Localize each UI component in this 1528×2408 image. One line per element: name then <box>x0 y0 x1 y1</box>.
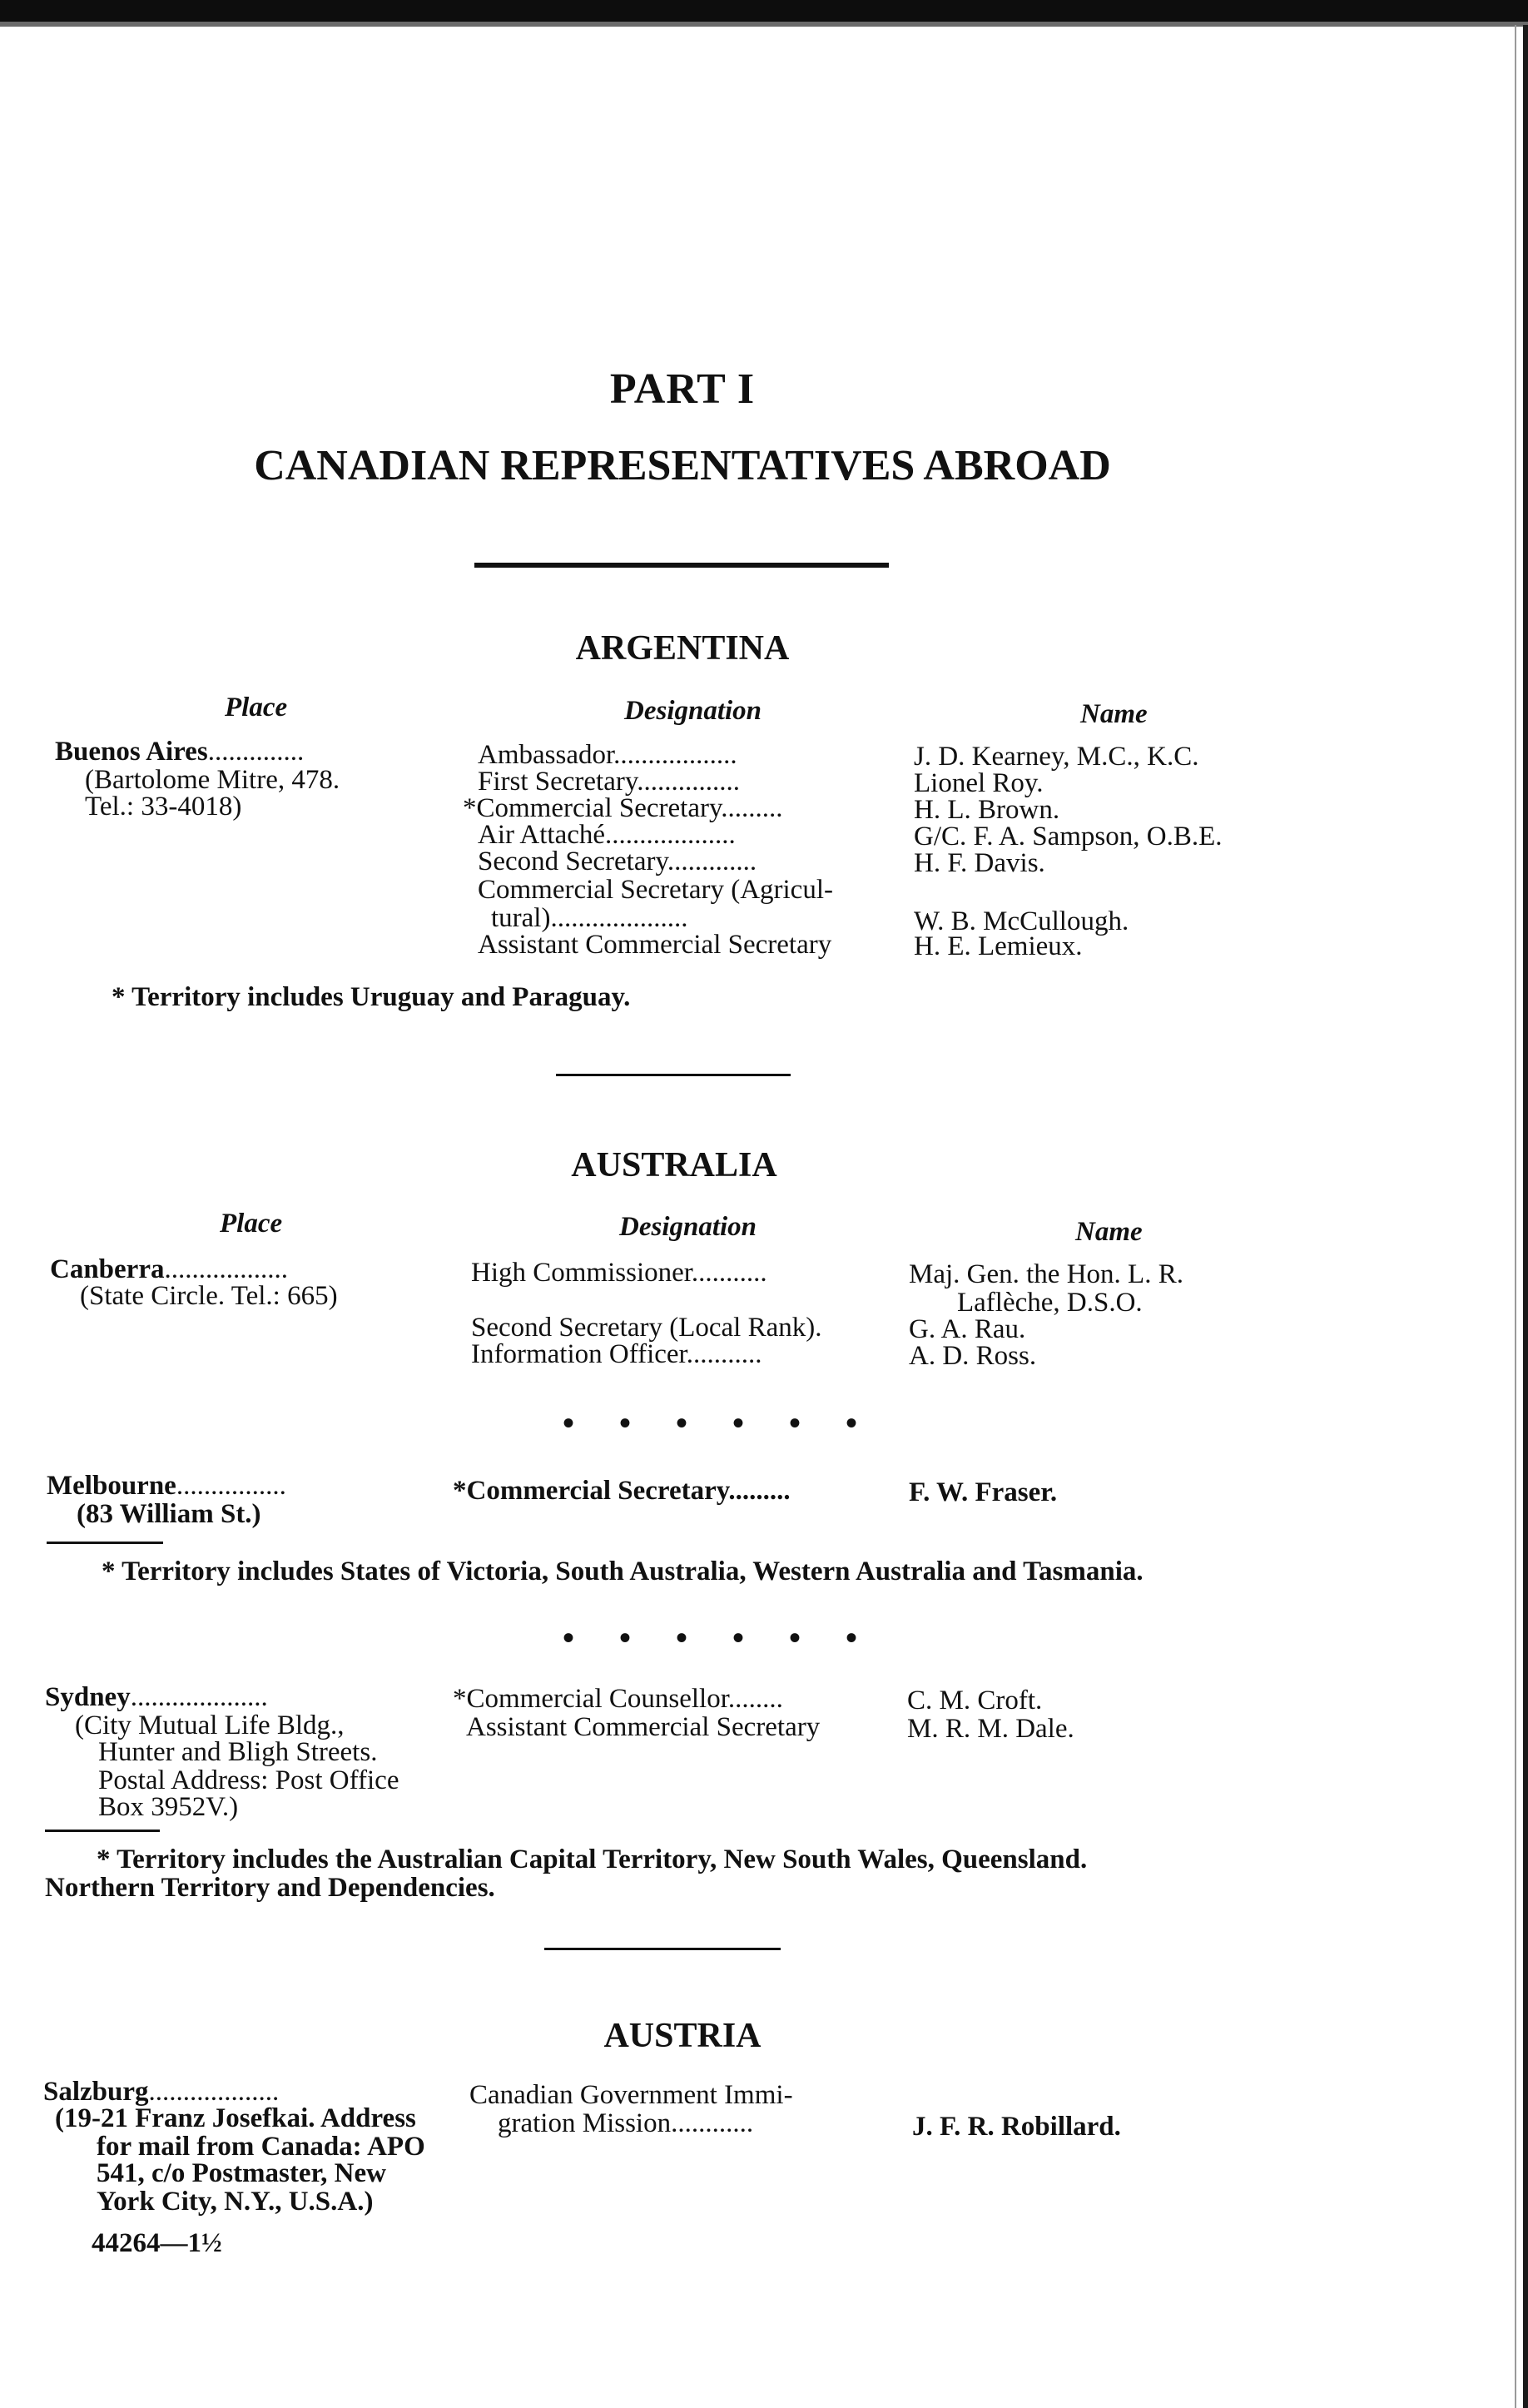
footnote-rule <box>45 1830 160 1832</box>
country-heading-australia: AUSTRALIA <box>571 1146 777 1184</box>
section-rule <box>544 1948 781 1950</box>
place-canberra <box>50 1255 288 1283</box>
designation-second-secretary: Second Secretary............. <box>478 847 757 876</box>
name-information-officer: A. D. Ross. <box>909 1341 1037 1371</box>
designation-commercial-secretary-agricultural: Commercial Secretary (Agricul- <box>478 875 833 905</box>
section-separator-dots: • • • • • • <box>563 1404 876 1442</box>
designation-information-officer: Information Officer........... <box>471 1339 762 1369</box>
place-address-line: (City Mutual Life Bldg., <box>75 1710 345 1740</box>
name-high-commissioner: Maj. Gen. the Hon. L. R. <box>909 1259 1183 1289</box>
print-code: 44264—1½ <box>92 2228 222 2258</box>
designation-ambassador: Ambassador.................. <box>478 740 737 770</box>
scan-top-border-shadow <box>0 22 1528 27</box>
place-address-line: Hunter and Bligh Streets. <box>98 1737 378 1767</box>
name-assistant-commercial-secretary: M. R. M. Dale. <box>907 1714 1074 1744</box>
place-address-line: 541, c/o Postmaster, New <box>97 2158 386 2188</box>
name-second-secretary: G. A. Rau. <box>909 1314 1026 1344</box>
name-assistant-commercial-secretary: H. E. Lemieux. <box>914 931 1083 961</box>
name-air-attache: G/C. F. A. Sampson, O.B.E. <box>914 822 1223 851</box>
footnote-rule <box>47 1542 163 1544</box>
designation-commercial-secretary: *Commercial Secretary......... <box>463 793 783 823</box>
leader-dots: ................ <box>176 1471 286 1501</box>
footnote-sydney-line1: * Territory includes the Australian Capital Territory, New South Wales, Queensland. <box>97 1844 1088 1874</box>
designation-commercial-secretary: *Commercial Secretary......... <box>453 1476 791 1506</box>
scan-right-edge <box>1523 25 1528 2408</box>
designation-immigration-mission-cont: gration Mission............ <box>498 2108 754 2138</box>
place-address-line: Box 3952V.) <box>98 1792 239 1822</box>
place-address-line: York City, N.Y., U.S.A.) <box>97 2187 374 2217</box>
column-header-place: Place <box>225 693 288 722</box>
designation-high-commissioner: High Commissioner........... <box>471 1258 767 1288</box>
name-commercial-counsellor: C. M. Croft. <box>907 1686 1043 1715</box>
name-high-commissioner-cont: Laflèche, D.S.O. <box>957 1288 1143 1318</box>
place-address: (83 William St.) <box>77 1499 261 1529</box>
designation-assistant-commercial-secretary: Assistant Commercial Secretary <box>466 1712 821 1742</box>
column-header-name: Name <box>1080 699 1148 729</box>
scan-right-edge-line <box>1515 25 1516 2408</box>
name-second-secretary: H. F. Davis. <box>914 848 1045 878</box>
column-header-name: Name <box>1075 1217 1143 1247</box>
scan-top-border <box>0 0 1528 22</box>
country-heading-austria: AUSTRIA <box>603 2017 762 2055</box>
country-heading-argentina: ARGENTINA <box>575 629 790 668</box>
place-salzburg <box>43 2078 279 2106</box>
designation-commercial-counsellor: *Commercial Counsellor........ <box>453 1684 783 1714</box>
place-telephone: Tel.: 33-4018) <box>85 792 242 822</box>
section-rule <box>556 1074 791 1076</box>
place-name: Buenos Aires <box>55 737 208 767</box>
title-rule <box>474 563 889 568</box>
part-heading: PART I <box>609 365 756 413</box>
place-buenos-aires <box>55 737 304 766</box>
section-separator-dots: • • • • • • <box>563 1619 876 1656</box>
leader-dots: ................... <box>148 2077 280 2107</box>
place-address-line: Postal Address: Post Office <box>98 1765 399 1795</box>
designation-air-attache: Air Attaché................... <box>478 820 736 850</box>
name-first-secretary: Lionel Roy. <box>914 768 1044 798</box>
column-header-designation: Designation <box>624 696 762 726</box>
column-header-designation: Designation <box>619 1212 757 1242</box>
place-address: (Bartolome Mitre, 478. <box>85 765 340 795</box>
leader-dots: .................... <box>130 1682 268 1712</box>
footnote-argentina: * Territory includes Uruguay and Paraguay. <box>112 982 631 1012</box>
designation-commercial-secretary-agricultural-cont: tural).................... <box>491 903 688 933</box>
place-melbourne <box>47 1472 286 1500</box>
place-address-line: (19-21 Franz Josefkai. Address <box>55 2103 416 2133</box>
name-commercial-secretary-agricultural: W. B. McCullough. <box>914 906 1129 936</box>
footnote-melbourne: * Territory includes States of Victoria, South Australia, Western Australia and Tasmania. <box>102 1557 1144 1586</box>
leader-dots: .................. <box>164 1254 288 1284</box>
name-commercial-secretary: H. L. Brown. <box>914 795 1060 825</box>
column-header-place: Place <box>220 1209 283 1239</box>
place-address-line: for mail from Canada: APO <box>97 2132 425 2162</box>
leader-dots: .............. <box>207 737 305 767</box>
place-name: Canberra <box>50 1254 165 1284</box>
place-name: Salzburg <box>43 2077 149 2107</box>
place-address: (State Circle. Tel.: 665) <box>80 1281 338 1311</box>
name-immigration-mission: J. F. R. Robillard. <box>912 2112 1121 2142</box>
place-name: Sydney <box>45 1682 131 1712</box>
place-sydney <box>45 1683 268 1711</box>
page-title: CANADIAN REPRESENTATIVES ABROAD <box>254 442 1111 489</box>
designation-assistant-commercial-secretary: Assistant Commercial Secretary <box>478 930 832 960</box>
designation-immigration-mission: Canadian Government Immi- <box>469 2080 793 2110</box>
place-name: Melbourne <box>47 1471 176 1501</box>
footnote-sydney-line2: Northern Territory and Dependencies. <box>45 1873 495 1903</box>
designation-second-secretary: Second Secretary (Local Rank). <box>471 1313 822 1343</box>
designation-first-secretary: First Secretary............... <box>478 767 740 797</box>
name-ambassador: J. D. Kearney, M.C., K.C. <box>914 742 1199 772</box>
name-commercial-secretary: F. W. Fraser. <box>909 1477 1058 1507</box>
